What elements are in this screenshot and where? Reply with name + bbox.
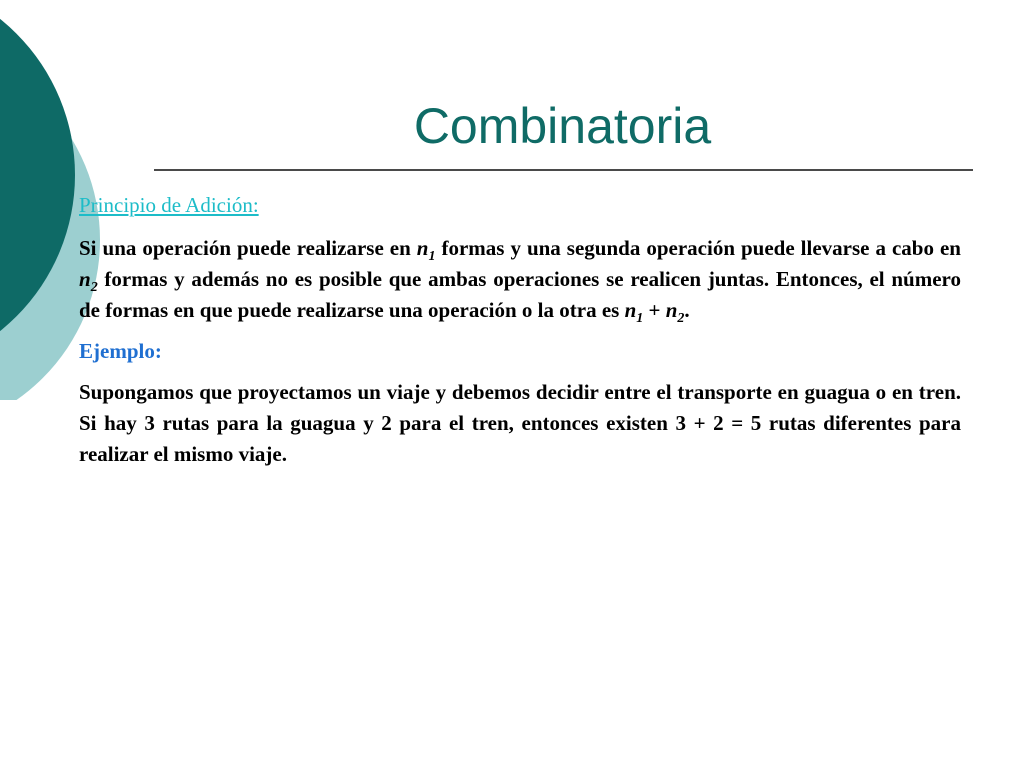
principle-heading-link[interactable]: Principio de Adición: <box>79 193 259 217</box>
variable-n2: $n_2$ <box>79 267 98 296</box>
title-divider <box>154 169 973 171</box>
variable-n1-sum: $n_1$ <box>624 298 644 327</box>
example-heading: Ejemplo: <box>79 339 162 363</box>
definition-text-2: formas y una segunda operación puede llevarse a cabo en <box>435 236 961 260</box>
definition-period: . <box>684 298 690 322</box>
example-paragraph: Supongamos que proyectamos un viaje y debemos decidir entre el transporte en guagua o en tren. Si hay 3 rutas para la guagua y 2 para el tren, entonces existen 3 + 2 = 5 rutas diferentes para realizar el mismo viaje. <box>79 380 961 466</box>
definition-text-3: formas y además no es posible que ambas operaciones se realicen juntas. Entonces, el número de formas en que puede realizarse una operación o la otra es <box>79 267 961 322</box>
variable-n2-sum: $n_2$ <box>665 298 685 327</box>
slide-title: Combinatoria <box>413 98 712 154</box>
slide-content <box>79 190 961 470</box>
definition-plus: + <box>643 298 666 322</box>
variable-n1: $n_1$ <box>416 236 436 265</box>
definition-text-1: Si una operación puede realizarse en <box>79 236 417 260</box>
definition-paragraph <box>79 233 961 326</box>
